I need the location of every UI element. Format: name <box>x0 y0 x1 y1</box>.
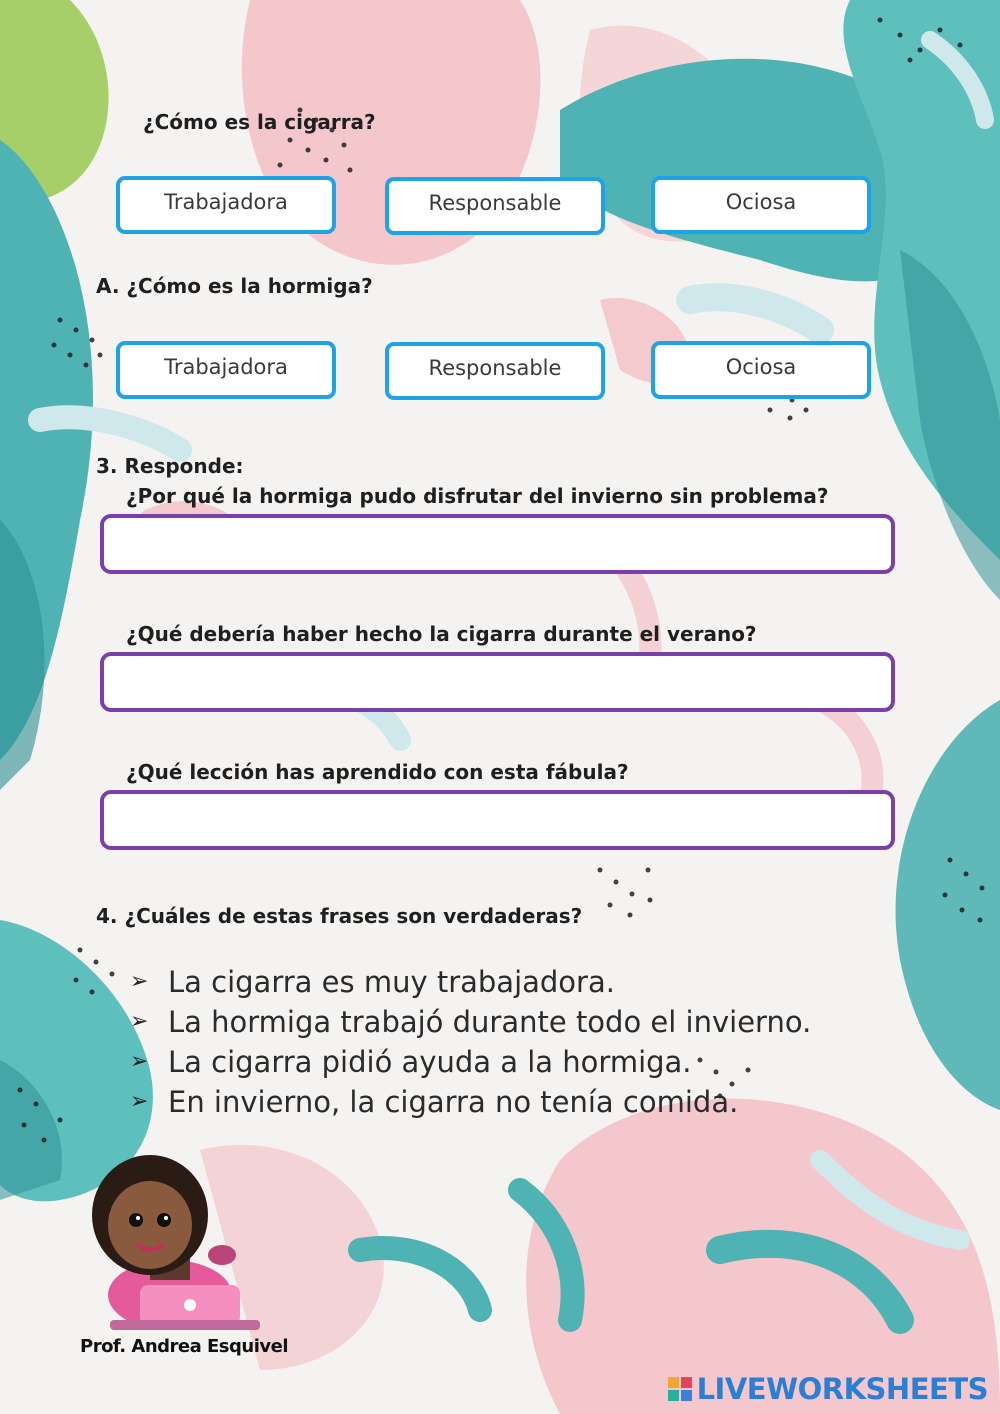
statement-text: La hormiga trabajó durante todo el invierno. <box>168 1005 812 1039</box>
arrow-bullet-icon: ➢ <box>130 1009 149 1034</box>
option-cigarra-trabajadora[interactable]: Trabajadora <box>116 176 336 234</box>
option-hormiga-ociosa[interactable]: Ociosa <box>651 341 871 399</box>
section-3-question-3: ¿Qué lección has aprendido con esta fábula? <box>126 760 629 784</box>
answer-field-2[interactable] <box>100 652 895 712</box>
statement-item-1[interactable] <box>130 962 811 1002</box>
section-3-question-2: ¿Qué debería haber hecho la cigarra durante el verano? <box>126 622 757 646</box>
statement-text: La cigarra es muy trabajadora. <box>168 965 615 999</box>
option-hormiga-trabajadora[interactable]: Trabajadora <box>116 341 336 399</box>
statement-list <box>130 962 811 1122</box>
answer-field-1[interactable] <box>100 514 895 574</box>
teacher-name: Prof. Andrea Esquivel <box>80 1336 289 1357</box>
section-3-question-1: ¿Por qué la hormiga pudo disfrutar del invierno sin problema? <box>126 484 829 508</box>
arrow-bullet-icon: ➢ <box>130 1089 149 1114</box>
section-3-title: 3. Responde: <box>96 454 244 478</box>
answer-field-3[interactable] <box>100 790 895 850</box>
statement-text: La cigarra pidió ayuda a la hormiga. <box>168 1045 692 1079</box>
option-cigarra-responsable[interactable]: Responsable <box>385 177 605 235</box>
statement-item-2[interactable] <box>130 1002 811 1042</box>
brand-name: LIVEWORKSHEETS <box>696 1372 988 1406</box>
section-4-title: 4. ¿Cuáles de estas frases son verdaderas? <box>96 904 583 928</box>
question-cigarra-title: ¿Cómo es la cigarra? <box>143 110 376 134</box>
arrow-bullet-icon: ➢ <box>130 1049 149 1074</box>
question-hormiga-title: A. ¿Cómo es la hormiga? <box>96 274 373 298</box>
statement-item-4[interactable] <box>130 1082 811 1122</box>
arrow-bullet-icon: ➢ <box>130 969 149 994</box>
liveworksheets-logo-icon <box>667 1376 693 1402</box>
statement-text: En invierno, la cigarra no tenía comida. <box>168 1085 739 1119</box>
option-cigarra-ociosa[interactable]: Ociosa <box>651 176 871 234</box>
brand-logo[interactable] <box>667 1372 988 1406</box>
statement-item-3[interactable] <box>130 1042 811 1082</box>
option-hormiga-responsable[interactable]: Responsable <box>385 342 605 400</box>
